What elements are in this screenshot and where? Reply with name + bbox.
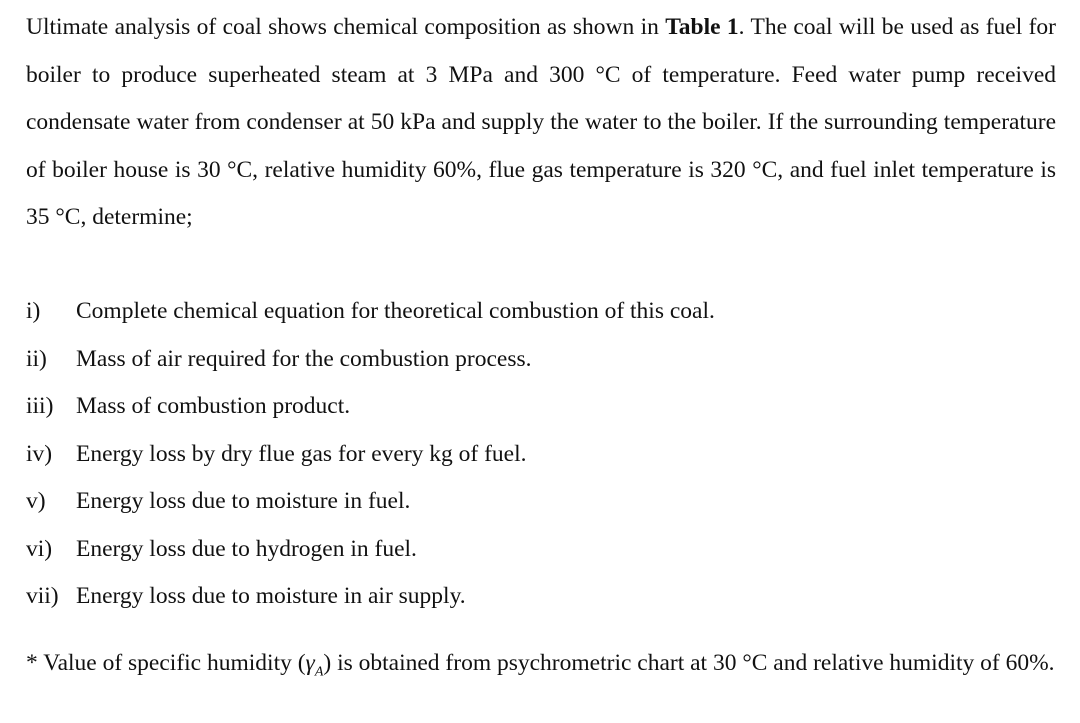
note-suffix: ) is obtained from psychrometric chart at 30 °C and relative humidity of 60%. xyxy=(323,650,1055,676)
footnote xyxy=(26,640,1056,696)
item-number: i) xyxy=(26,298,41,324)
humidity-symbol: γ xyxy=(305,650,315,676)
item-number: vii) xyxy=(26,583,59,609)
item-text: Mass of combustion product. xyxy=(76,393,351,419)
item-number: iii) xyxy=(26,393,54,419)
intro-text-2: . The coal will be used as fuel for boiler to produce superheated steam at 3 MPa and 300 °C of temperature. Feed water pump received condensate water from condenser at 50 kPa and supply the water to the boiler. If the surrounding temperature of boiler house is 30 °C, relative humidity 60%, flue gas temperature is 320 °C, and fuel inlet temperature is 35 °C, determine; xyxy=(26,14,1057,230)
item-text: Complete chemical equation for theoretical combustion of this coal. xyxy=(76,298,715,324)
table-reference: Table 1 xyxy=(665,14,739,40)
list-item xyxy=(26,478,1056,526)
problem-statement xyxy=(26,0,1056,242)
list-item xyxy=(26,526,1056,574)
item-number: iv) xyxy=(26,440,53,467)
item-number: vi) xyxy=(26,535,53,562)
item-text: Energy loss by dry flue gas for every kg of fuel. xyxy=(76,440,527,467)
list-item xyxy=(26,383,1056,431)
humidity-subscript: A xyxy=(314,664,324,680)
item-number: v) xyxy=(26,488,46,514)
note-prefix: * Value of specific humidity ( xyxy=(26,650,306,676)
item-text: Energy loss due to moisture in fuel. xyxy=(76,488,411,514)
item-text: Energy loss due to hydrogen in fuel. xyxy=(76,535,417,562)
list-item xyxy=(26,288,1056,336)
document-page xyxy=(26,0,1057,680)
item-text: Energy loss due to moisture in air supply. xyxy=(76,583,466,609)
item-number: ii) xyxy=(26,345,47,372)
list-item xyxy=(26,573,1056,621)
item-text: Mass of air required for the combustion process. xyxy=(76,345,532,372)
list-item xyxy=(26,431,1056,479)
question-list xyxy=(26,288,1056,621)
list-item xyxy=(26,336,1056,384)
intro-text-1: Ultimate analysis of coal shows chemical composition as shown in xyxy=(26,14,666,40)
